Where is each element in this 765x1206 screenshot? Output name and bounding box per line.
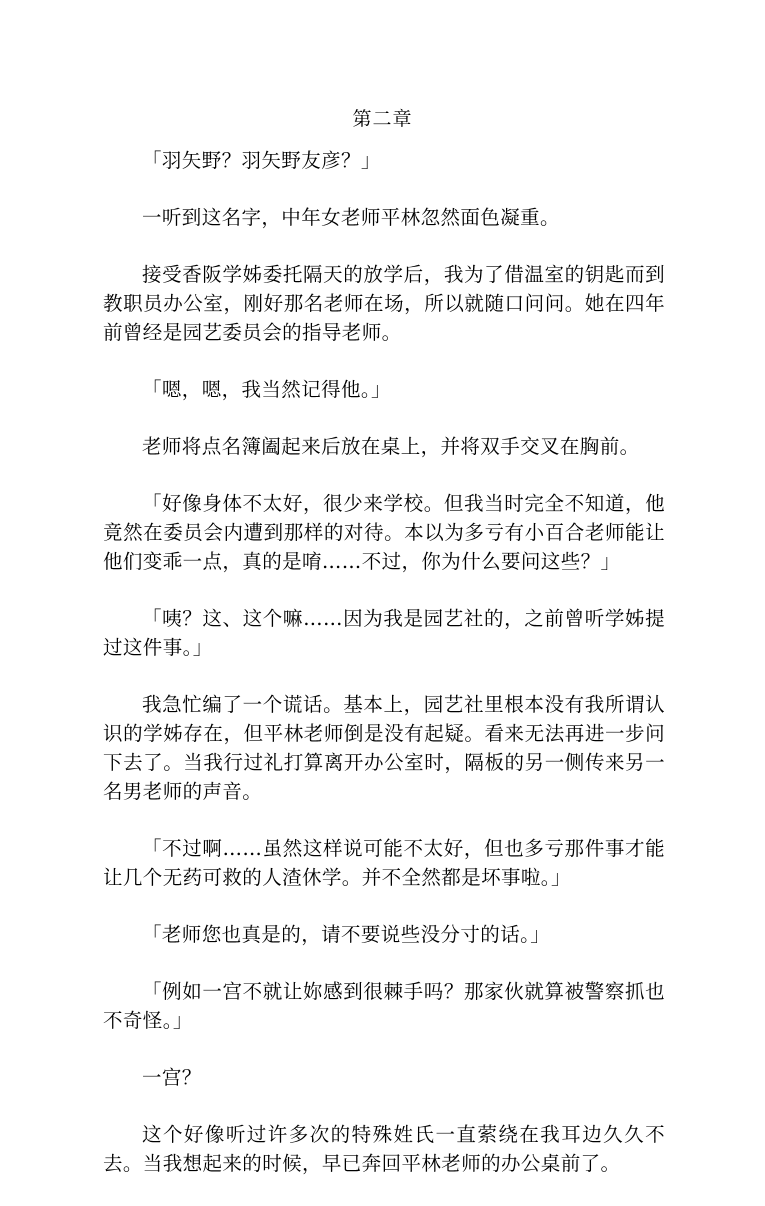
paragraph: 我急忙编了一个谎话。基本上，园艺社里根本没有我所谓认识的学姊存在，但平林老师倒是没有起疑。看来无法再进一步问下去了。当我行过礼打算离开办公室时，隔板的另一侧传来另一名男老师的声音。	[103, 693, 665, 803]
paragraph: 「羽矢野？羽矢野友彦？」	[142, 149, 381, 172]
paragraph: 一听到这名字，中年女老师平林忽然面色凝重。	[142, 206, 560, 229]
paragraph: 「咦？这、这个嘛……因为我是园艺社的，之前曾听学姊提过这件事。」	[103, 607, 665, 659]
paragraph: 「不过啊……虽然这样说可能不太好，但也多亏那件事才能让几个无药可救的人渣休学。并不全然都是坏事啦。」	[103, 837, 665, 889]
paragraph: 「好像身体不太好，很少来学校。但我当时完全不知道，他竟然在委员会内遭到那样的对待。本以为多亏有小百合老师能让他们变乖一点，真的是唷……不过，你为什么要问这些？」	[103, 492, 665, 573]
paragraph: 这个好像听过许多次的特殊姓氏一直萦绕在我耳边久久不去。当我想起来的时候，早已奔回平林老师的办公桌前了。	[103, 1123, 665, 1175]
chapter-title: 第二章	[352, 108, 413, 130]
paragraph: 「例如一宫不就让妳感到很棘手吗？那家伙就算被警察抓也不奇怪。」	[103, 980, 665, 1032]
paragraph: 接受香阪学姊委托隔天的放学后，我为了借温室的钥匙而到教职员办公室，刚好那名老师在场，所以就随口问问。她在四年前曾经是园艺委员会的指导老师。	[103, 263, 665, 344]
paragraph: 一宫？	[142, 1066, 202, 1089]
chapter-body	[103, 146, 665, 1206]
paragraph: 「嗯，嗯，我当然记得他。」	[142, 378, 391, 401]
paragraph: 「老师您也真是的，请不要说些没分寸的话。」	[142, 923, 551, 946]
paragraph: 老师将点名簿阖起来后放在桌上，并将双手交叉在胸前。	[142, 435, 640, 458]
